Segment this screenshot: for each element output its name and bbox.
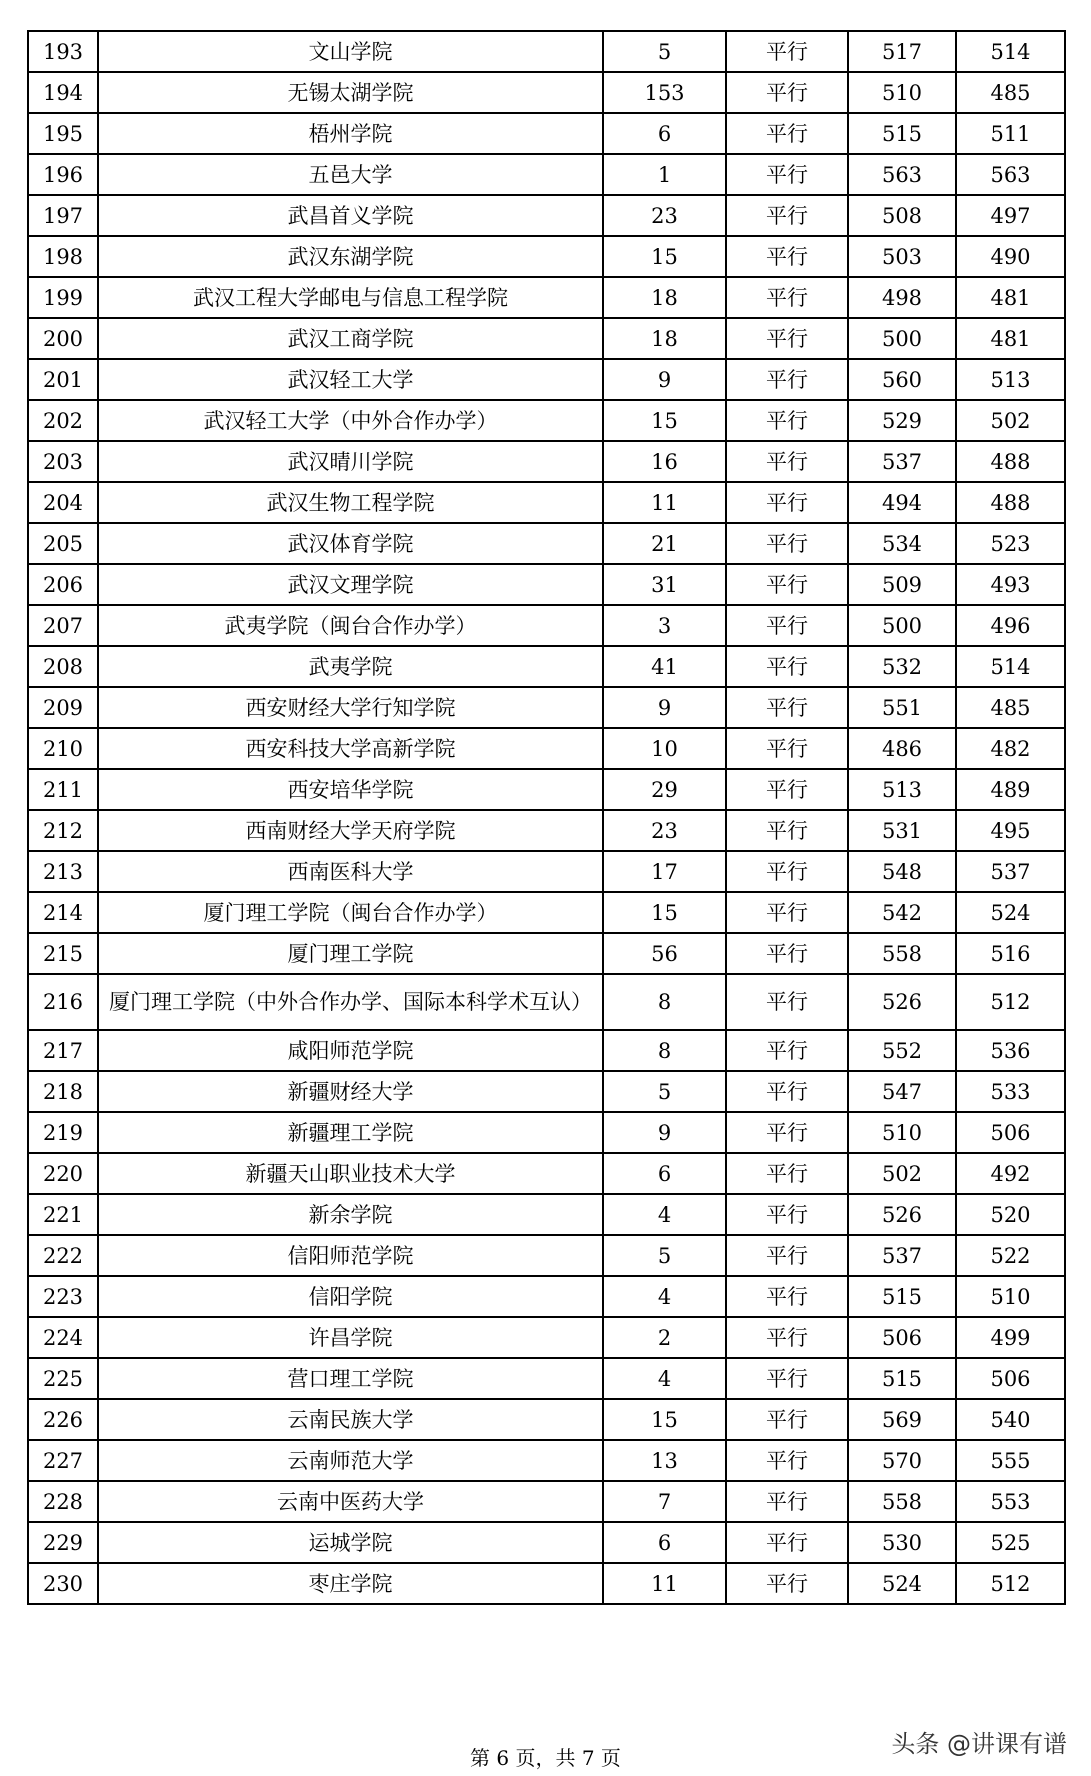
school-name-cell: 信阳师范学院	[98, 1235, 603, 1276]
table-row	[28, 1440, 1065, 1481]
plan-count-cell: 5	[603, 1071, 726, 1112]
row-number-cell: 230	[28, 1563, 98, 1604]
row-number-cell: 219	[28, 1112, 98, 1153]
batch-type-cell: 平行	[726, 1563, 848, 1604]
batch-type-cell: 平行	[726, 195, 848, 236]
table-row	[28, 851, 1065, 892]
min-score-cell: 488	[956, 441, 1065, 482]
batch-type-cell: 平行	[726, 810, 848, 851]
school-name-cell: 云南民族大学	[98, 1399, 603, 1440]
table-row	[28, 523, 1065, 564]
max-score-cell: 500	[848, 605, 956, 646]
min-score-cell: 514	[956, 646, 1065, 687]
max-score-cell: 548	[848, 851, 956, 892]
min-score-cell: 495	[956, 810, 1065, 851]
min-score-cell: 525	[956, 1522, 1065, 1563]
row-number-cell: 217	[28, 1030, 98, 1071]
max-score-cell: 534	[848, 523, 956, 564]
plan-count-cell: 21	[603, 523, 726, 564]
school-name-cell: 武夷学院（闽台合作办学）	[98, 605, 603, 646]
plan-count-cell: 11	[603, 1563, 726, 1604]
min-score-cell: 497	[956, 195, 1065, 236]
school-name-cell: 新疆财经大学	[98, 1071, 603, 1112]
row-number-cell: 193	[28, 31, 98, 72]
batch-type-cell: 平行	[726, 154, 848, 195]
school-name-cell: 武汉生物工程学院	[98, 482, 603, 523]
min-score-cell: 482	[956, 728, 1065, 769]
plan-count-cell: 153	[603, 72, 726, 113]
school-name-cell: 厦门理工学院	[98, 933, 603, 974]
plan-count-cell: 23	[603, 195, 726, 236]
table-row	[28, 1112, 1065, 1153]
max-score-cell: 526	[848, 1194, 956, 1235]
school-name-cell: 云南师范大学	[98, 1440, 603, 1481]
school-name-cell: 武昌首义学院	[98, 195, 603, 236]
max-score-cell: 537	[848, 1235, 956, 1276]
min-score-cell: 488	[956, 482, 1065, 523]
min-score-cell: 512	[956, 974, 1065, 1030]
row-number-cell: 220	[28, 1153, 98, 1194]
max-score-cell: 508	[848, 195, 956, 236]
plan-count-cell: 15	[603, 1399, 726, 1440]
min-score-cell: 514	[956, 31, 1065, 72]
max-score-cell: 515	[848, 113, 956, 154]
row-number-cell: 215	[28, 933, 98, 974]
table-row	[28, 1194, 1065, 1235]
max-score-cell: 569	[848, 1399, 956, 1440]
max-score-cell: 494	[848, 482, 956, 523]
row-number-cell: 200	[28, 318, 98, 359]
table-row	[28, 195, 1065, 236]
max-score-cell: 558	[848, 1481, 956, 1522]
school-name-cell: 厦门理工学院（中外合作办学、国际本科学术互认）	[98, 974, 603, 1030]
batch-type-cell: 平行	[726, 31, 848, 72]
min-score-cell: 481	[956, 318, 1065, 359]
batch-type-cell: 平行	[726, 1317, 848, 1358]
row-number-cell: 207	[28, 605, 98, 646]
batch-type-cell: 平行	[726, 1276, 848, 1317]
school-name-cell: 厦门理工学院（闽台合作办学）	[98, 892, 603, 933]
row-number-cell: 208	[28, 646, 98, 687]
row-number-cell: 210	[28, 728, 98, 769]
school-name-cell: 西南财经大学天府学院	[98, 810, 603, 851]
table-row	[28, 646, 1065, 687]
min-score-cell: 481	[956, 277, 1065, 318]
min-score-cell: 511	[956, 113, 1065, 154]
table-row	[28, 236, 1065, 277]
max-score-cell: 524	[848, 1563, 956, 1604]
batch-type-cell: 平行	[726, 1153, 848, 1194]
school-name-cell: 无锡太湖学院	[98, 72, 603, 113]
max-score-cell: 560	[848, 359, 956, 400]
batch-type-cell: 平行	[726, 769, 848, 810]
max-score-cell: 570	[848, 1440, 956, 1481]
min-score-cell: 499	[956, 1317, 1065, 1358]
row-number-cell: 209	[28, 687, 98, 728]
school-name-cell: 文山学院	[98, 31, 603, 72]
max-score-cell: 500	[848, 318, 956, 359]
row-number-cell: 201	[28, 359, 98, 400]
table-row	[28, 113, 1065, 154]
min-score-cell: 485	[956, 687, 1065, 728]
row-number-cell: 202	[28, 400, 98, 441]
min-score-cell: 536	[956, 1030, 1065, 1071]
batch-type-cell: 平行	[726, 72, 848, 113]
row-number-cell: 214	[28, 892, 98, 933]
table-row	[28, 810, 1065, 851]
max-score-cell: 531	[848, 810, 956, 851]
school-name-cell: 西安财经大学行知学院	[98, 687, 603, 728]
batch-type-cell: 平行	[726, 1440, 848, 1481]
row-number-cell: 225	[28, 1358, 98, 1399]
table-row	[28, 974, 1065, 1030]
min-score-cell: 490	[956, 236, 1065, 277]
row-number-cell: 228	[28, 1481, 98, 1522]
plan-count-cell: 1	[603, 154, 726, 195]
table-row	[28, 482, 1065, 523]
table-row	[28, 1358, 1065, 1399]
table-row	[28, 1317, 1065, 1358]
plan-count-cell: 8	[603, 1030, 726, 1071]
max-score-cell: 486	[848, 728, 956, 769]
table-row	[28, 1522, 1065, 1563]
plan-count-cell: 8	[603, 974, 726, 1030]
max-score-cell: 526	[848, 974, 956, 1030]
row-number-cell: 197	[28, 195, 98, 236]
plan-count-cell: 6	[603, 113, 726, 154]
plan-count-cell: 18	[603, 277, 726, 318]
watermark: 头条 @讲课有谱	[891, 1730, 1067, 1758]
max-score-cell: 509	[848, 564, 956, 605]
plan-count-cell: 9	[603, 1112, 726, 1153]
batch-type-cell: 平行	[726, 933, 848, 974]
min-score-cell: 540	[956, 1399, 1065, 1440]
table-row	[28, 1030, 1065, 1071]
row-number-cell: 221	[28, 1194, 98, 1235]
school-name-cell: 新疆理工学院	[98, 1112, 603, 1153]
table-row	[28, 1153, 1065, 1194]
school-name-cell: 新余学院	[98, 1194, 603, 1235]
school-name-cell: 武汉东湖学院	[98, 236, 603, 277]
school-name-cell: 西安科技大学高新学院	[98, 728, 603, 769]
max-score-cell: 510	[848, 1112, 956, 1153]
plan-count-cell: 10	[603, 728, 726, 769]
row-number-cell: 205	[28, 523, 98, 564]
max-score-cell: 530	[848, 1522, 956, 1563]
batch-type-cell: 平行	[726, 359, 848, 400]
school-name-cell: 许昌学院	[98, 1317, 603, 1358]
min-score-cell: 553	[956, 1481, 1065, 1522]
admission-score-table	[27, 30, 1066, 1605]
row-number-cell: 216	[28, 974, 98, 1030]
plan-count-cell: 29	[603, 769, 726, 810]
row-number-cell: 223	[28, 1276, 98, 1317]
max-score-cell: 532	[848, 646, 956, 687]
min-score-cell: 506	[956, 1358, 1065, 1399]
school-name-cell: 新疆天山职业技术大学	[98, 1153, 603, 1194]
table-row	[28, 277, 1065, 318]
plan-count-cell: 4	[603, 1194, 726, 1235]
table-row	[28, 605, 1065, 646]
table-row	[28, 441, 1065, 482]
max-score-cell: 537	[848, 441, 956, 482]
row-number-cell: 204	[28, 482, 98, 523]
table-row	[28, 769, 1065, 810]
row-number-cell: 206	[28, 564, 98, 605]
plan-count-cell: 6	[603, 1153, 726, 1194]
row-number-cell: 226	[28, 1399, 98, 1440]
batch-type-cell: 平行	[726, 1071, 848, 1112]
plan-count-cell: 6	[603, 1522, 726, 1563]
max-score-cell: 513	[848, 769, 956, 810]
batch-type-cell: 平行	[726, 1112, 848, 1153]
min-score-cell: 522	[956, 1235, 1065, 1276]
batch-type-cell: 平行	[726, 1522, 848, 1563]
row-number-cell: 224	[28, 1317, 98, 1358]
school-name-cell: 营口理工学院	[98, 1358, 603, 1399]
row-number-cell: 198	[28, 236, 98, 277]
school-name-cell: 武汉文理学院	[98, 564, 603, 605]
batch-type-cell: 平行	[726, 892, 848, 933]
table-row	[28, 359, 1065, 400]
row-number-cell: 194	[28, 72, 98, 113]
batch-type-cell: 平行	[726, 974, 848, 1030]
batch-type-cell: 平行	[726, 277, 848, 318]
batch-type-cell: 平行	[726, 113, 848, 154]
table-row	[28, 318, 1065, 359]
min-score-cell: 537	[956, 851, 1065, 892]
min-score-cell: 502	[956, 400, 1065, 441]
table-row	[28, 728, 1065, 769]
batch-type-cell: 平行	[726, 482, 848, 523]
table-row	[28, 1563, 1065, 1604]
plan-count-cell: 5	[603, 31, 726, 72]
max-score-cell: 558	[848, 933, 956, 974]
row-number-cell: 213	[28, 851, 98, 892]
row-number-cell: 218	[28, 1071, 98, 1112]
plan-count-cell: 13	[603, 1440, 726, 1481]
min-score-cell: 506	[956, 1112, 1065, 1153]
plan-count-cell: 16	[603, 441, 726, 482]
max-score-cell: 510	[848, 72, 956, 113]
batch-type-cell: 平行	[726, 728, 848, 769]
table-row	[28, 400, 1065, 441]
max-score-cell: 551	[848, 687, 956, 728]
min-score-cell: 510	[956, 1276, 1065, 1317]
plan-count-cell: 15	[603, 892, 726, 933]
table-row	[28, 564, 1065, 605]
school-name-cell: 武夷学院	[98, 646, 603, 687]
plan-count-cell: 11	[603, 482, 726, 523]
max-score-cell: 515	[848, 1276, 956, 1317]
plan-count-cell: 15	[603, 236, 726, 277]
max-score-cell: 506	[848, 1317, 956, 1358]
max-score-cell: 563	[848, 154, 956, 195]
table-row	[28, 154, 1065, 195]
min-score-cell: 555	[956, 1440, 1065, 1481]
school-name-cell: 信阳学院	[98, 1276, 603, 1317]
row-number-cell: 222	[28, 1235, 98, 1276]
school-name-cell: 武汉体育学院	[98, 523, 603, 564]
max-score-cell: 529	[848, 400, 956, 441]
table-row	[28, 1276, 1065, 1317]
row-number-cell: 196	[28, 154, 98, 195]
plan-count-cell: 2	[603, 1317, 726, 1358]
plan-count-cell: 56	[603, 933, 726, 974]
table-row	[28, 933, 1065, 974]
school-name-cell: 武汉晴川学院	[98, 441, 603, 482]
min-score-cell: 512	[956, 1563, 1065, 1604]
batch-type-cell: 平行	[726, 687, 848, 728]
min-score-cell: 563	[956, 154, 1065, 195]
plan-count-cell: 4	[603, 1358, 726, 1399]
table-row	[28, 72, 1065, 113]
batch-type-cell: 平行	[726, 1030, 848, 1071]
min-score-cell: 523	[956, 523, 1065, 564]
batch-type-cell: 平行	[726, 236, 848, 277]
school-name-cell: 武汉轻工大学（中外合作办学）	[98, 400, 603, 441]
school-name-cell: 武汉轻工大学	[98, 359, 603, 400]
plan-count-cell: 9	[603, 687, 726, 728]
plan-count-cell: 31	[603, 564, 726, 605]
plan-count-cell: 17	[603, 851, 726, 892]
max-score-cell: 515	[848, 1358, 956, 1399]
plan-count-cell: 41	[603, 646, 726, 687]
school-name-cell: 梧州学院	[98, 113, 603, 154]
max-score-cell: 503	[848, 236, 956, 277]
table-row	[28, 31, 1065, 72]
school-name-cell: 运城学院	[98, 1522, 603, 1563]
table-row	[28, 892, 1065, 933]
plan-count-cell: 15	[603, 400, 726, 441]
batch-type-cell: 平行	[726, 441, 848, 482]
min-score-cell: 493	[956, 564, 1065, 605]
plan-count-cell: 23	[603, 810, 726, 851]
plan-count-cell: 4	[603, 1276, 726, 1317]
table-row	[28, 1235, 1065, 1276]
school-name-cell: 枣庄学院	[98, 1563, 603, 1604]
row-number-cell: 227	[28, 1440, 98, 1481]
min-score-cell: 524	[956, 892, 1065, 933]
school-name-cell: 咸阳师范学院	[98, 1030, 603, 1071]
max-score-cell: 498	[848, 277, 956, 318]
batch-type-cell: 平行	[726, 851, 848, 892]
min-score-cell: 513	[956, 359, 1065, 400]
min-score-cell: 492	[956, 1153, 1065, 1194]
min-score-cell: 496	[956, 605, 1065, 646]
min-score-cell: 485	[956, 72, 1065, 113]
max-score-cell: 502	[848, 1153, 956, 1194]
school-name-cell: 西南医科大学	[98, 851, 603, 892]
page-footer: 第 6 页，共 7 页	[470, 1746, 621, 1770]
row-number-cell: 195	[28, 113, 98, 154]
batch-type-cell: 平行	[726, 1194, 848, 1235]
plan-count-cell: 3	[603, 605, 726, 646]
max-score-cell: 517	[848, 31, 956, 72]
school-name-cell: 武汉工程大学邮电与信息工程学院	[98, 277, 603, 318]
max-score-cell: 552	[848, 1030, 956, 1071]
batch-type-cell: 平行	[726, 318, 848, 359]
batch-type-cell: 平行	[726, 1399, 848, 1440]
min-score-cell: 489	[956, 769, 1065, 810]
plan-count-cell: 18	[603, 318, 726, 359]
batch-type-cell: 平行	[726, 400, 848, 441]
table-row	[28, 687, 1065, 728]
table-body	[28, 31, 1065, 1604]
batch-type-cell: 平行	[726, 1358, 848, 1399]
school-name-cell: 武汉工商学院	[98, 318, 603, 359]
school-name-cell: 五邑大学	[98, 154, 603, 195]
row-number-cell: 211	[28, 769, 98, 810]
min-score-cell: 516	[956, 933, 1065, 974]
min-score-cell: 533	[956, 1071, 1065, 1112]
batch-type-cell: 平行	[726, 646, 848, 687]
plan-count-cell: 5	[603, 1235, 726, 1276]
row-number-cell: 203	[28, 441, 98, 482]
school-name-cell: 西安培华学院	[98, 769, 603, 810]
batch-type-cell: 平行	[726, 605, 848, 646]
batch-type-cell: 平行	[726, 1235, 848, 1276]
table-row	[28, 1481, 1065, 1522]
row-number-cell: 199	[28, 277, 98, 318]
max-score-cell: 542	[848, 892, 956, 933]
plan-count-cell: 7	[603, 1481, 726, 1522]
batch-type-cell: 平行	[726, 564, 848, 605]
batch-type-cell: 平行	[726, 1481, 848, 1522]
row-number-cell: 212	[28, 810, 98, 851]
batch-type-cell: 平行	[726, 523, 848, 564]
max-score-cell: 547	[848, 1071, 956, 1112]
table-row	[28, 1071, 1065, 1112]
min-score-cell: 520	[956, 1194, 1065, 1235]
plan-count-cell: 9	[603, 359, 726, 400]
table-row	[28, 1399, 1065, 1440]
school-name-cell: 云南中医药大学	[98, 1481, 603, 1522]
row-number-cell: 229	[28, 1522, 98, 1563]
